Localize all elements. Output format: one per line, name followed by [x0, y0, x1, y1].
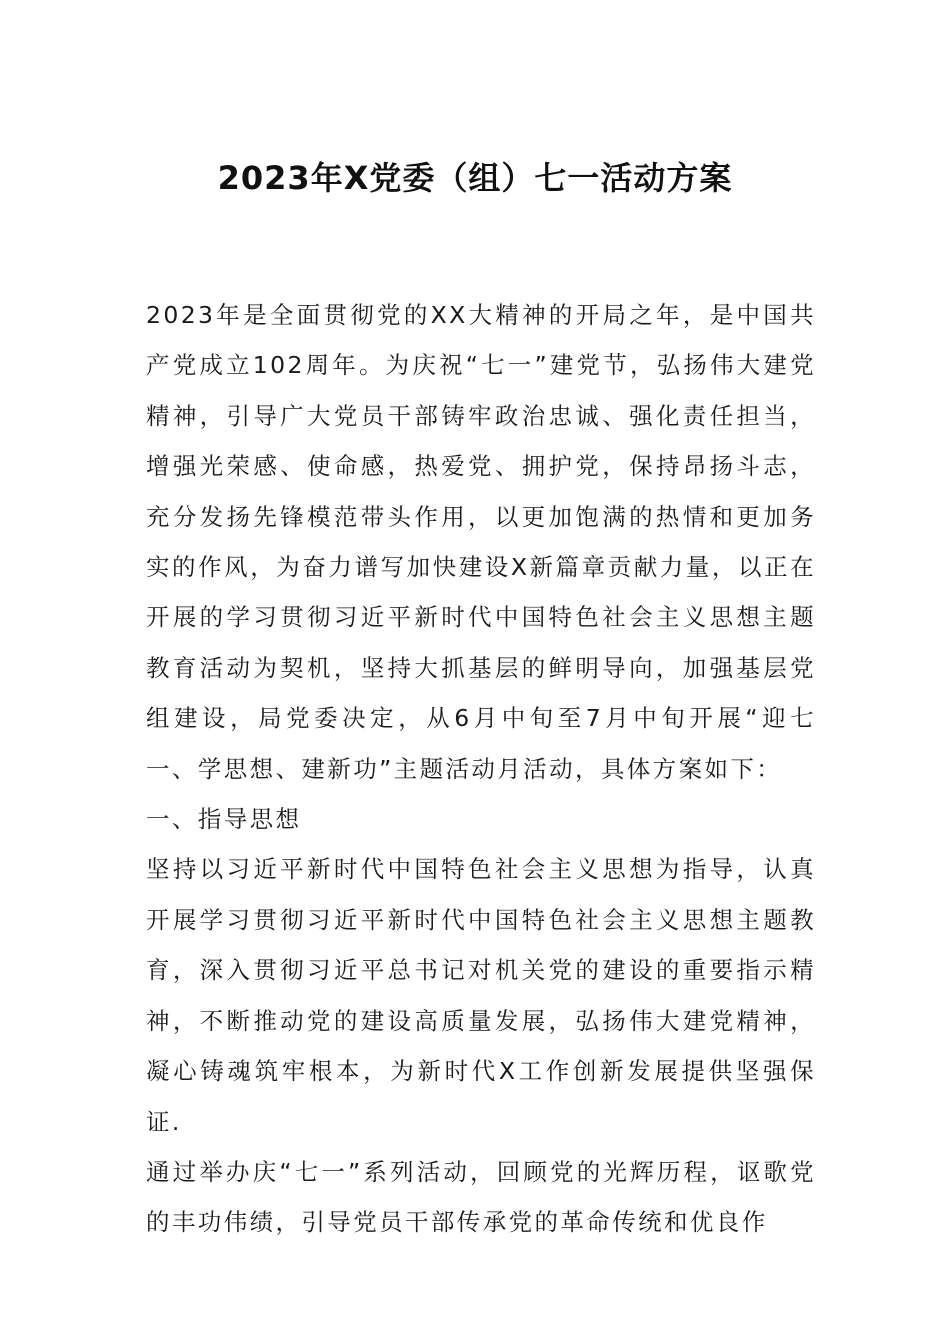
- guiding-ideology-paragraph: 坚持以习近平新时代中国特色社会主义思想为指导，认真开展学习贯彻习近平新时代中国特色社会主义思想主题教育，深入贯彻习近平总书记对机关党的建设的重要指示精神，不断推动党的建设高质量发展，弘扬伟大建党精神，凝心铸魂筑牢根本，为新时代X工作创新发展提供坚强保证.: [146, 855, 816, 1136]
- document-title: 2023年X党委（组）七一活动方案: [217, 159, 733, 197]
- intro-paragraph: 2023年是全面贯彻党的XX大精神的开局之年，是中国共产党成立102周年。为庆祝“七一”建党节，弘扬伟大建党精神，引导广大党员干部铸牢政治忠诚、强化责任担当，增强光荣感、使命感，热爱党、拥护党，保持昂扬斗志，充分发扬先锋模范带头作用，以更加饱满的热情和更加务实的作风，为奋力谱写加快建设X新篇章贡献力量，以正在开展的学习贯彻习近平新时代中国特色社会主义思想主题教育活动为契机，坚持大抓基层的鲜明导向，加强基层党组建设，局党委决定，从6月中旬至7月中旬开展“迎七一、学思想、建新功”主题活动月活动，具体方案如下：: [146, 301, 816, 783]
- activities-paragraph: 通过举办庆“七一”系列活动，回顾党的光辉历程，讴歌党的丰功伟绩，引导党员干部传承党的革命传统和优良作: [146, 1157, 816, 1237]
- document-body: [146, 290, 816, 1248]
- section-heading-guiding-ideology: 一、指导思想: [146, 805, 302, 834]
